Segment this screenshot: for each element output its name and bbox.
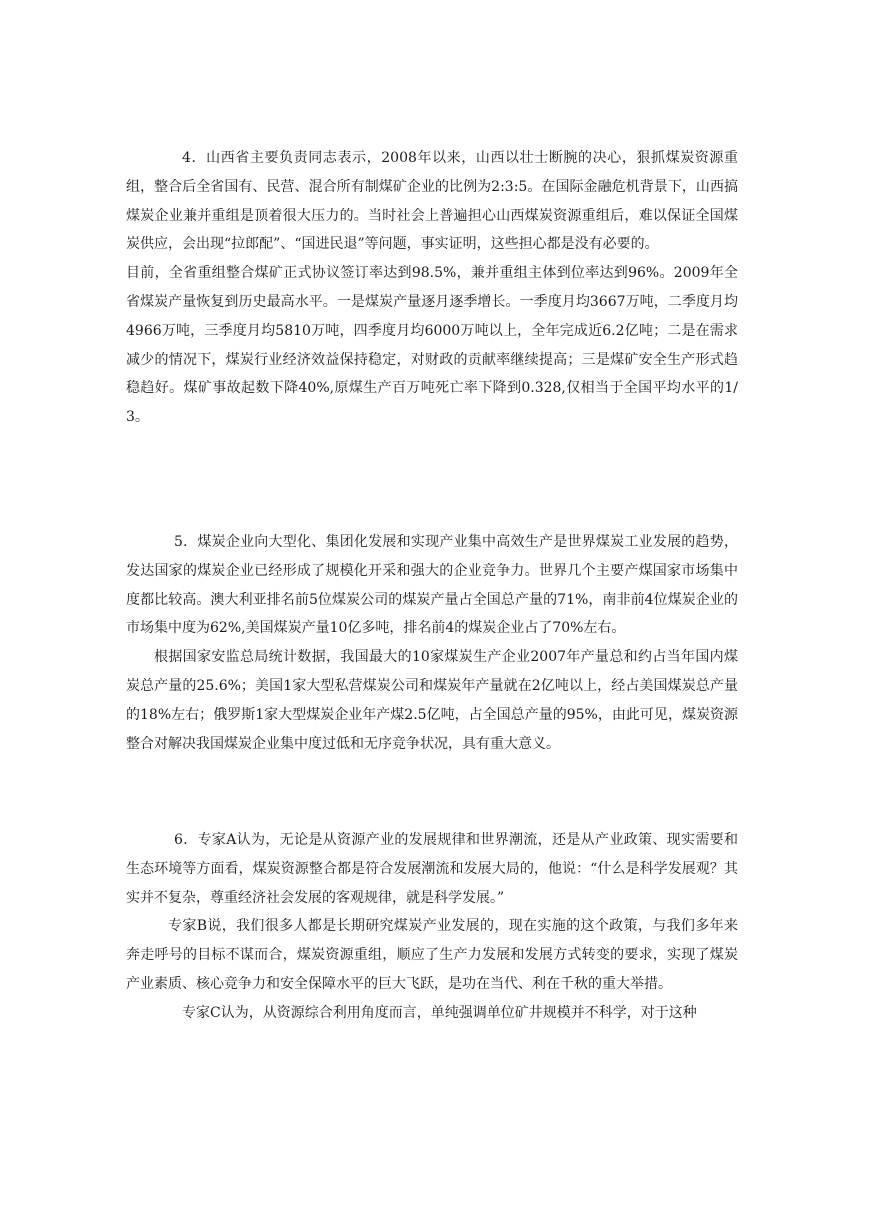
paragraph-5-industry-trend: 5．煤炭企业向大型化、集团化发展和实现产业集中高效生产是世界煤炭工业发展的趋势，发达国家的煤炭企业已经形成了规模化开采和强大的企业竞争力。世界几个主要产煤国家市场集中度都比较高。澳大利亚排名前5位煤炭公司的煤炭产量占全国总产量的71%，南非前4位煤炭企业的市场集中度为62%,美国煤炭产量10亿多吨，排名前4的煤炭企业占了70%左右。: [126, 534, 738, 637]
section-6: [126, 826, 738, 1028]
paragraph-6-expert-a: 6．专家A认为，无论是从资源产业的发展规律和世界潮流，还是从产业政策、现实需要和生态环境等方面看，煤炭资源整合都是符合发展潮流和发展大局的，他说：“什么是科学发展观？其实并不复杂，尊重经济社会发展的客观规律，就是科学发展。”: [126, 832, 738, 906]
paragraph-4-shanxi-statement: 4．山西省主要负责同志表示，2008年以来，山西以壮士断腕的决心，狠抓煤炭资源重组，整合后全省国有、民营、混合所有制煤矿企业的比例为2:3:5。在国际金融危机背景下，山西搞煤炭企业兼并重组是顶着很大压力的。当时社会上普遍担心山西煤炭资源重组后，难以保证全国煤炭供应，会出现“拉郎配”、“国进民退”等问题，事实证明，这些担心都是没有必要的。: [126, 150, 738, 253]
paragraph-4-current-results: 目前，全省重组整合煤矿正式协议签订率达到98.5%，兼并重组主体到位率达到96%。2009年全省煤炭产量恢复到历史最高水平。一是煤炭产量逐月逐季增长。一季度月均3667万吨，二季度月均4966万吨，三季度月均5810万吨，四季度月均6000万吨以上，全年完成近6.2亿吨；二是在需求减少的情况下，煤炭行业经济效益保持稳定，对财政的贡献率继续提高；三是煤矿安全生产形式趋稳趋好。煤矿事故起数下降40%,原煤生产百万吨死亡率下降到0.328,仅相当于全国平均水平的1/3。: [126, 265, 738, 426]
paragraph-6-expert-b: 专家B说，我们很多人都是长期研究煤炭产业发展的，现在实施的这个政策，与我们多年来奔走呼号的目标不谋而合，煤炭资源重组，顺应了生产力发展和发展方式转变的要求，实现了煤炭产业素质、核心竞争力和安全保障水平的巨大飞跃，是功在当代、利在千秋的重大举措。: [126, 918, 738, 992]
section-4: [126, 144, 738, 432]
paragraph-5-statistics: 根据国家安监总局统计数据，我国最大的10家煤炭生产企业2007年产量总和约占当年国内煤炭总产量的25.6%；美国1家大型私营煤炭公司和煤炭年产量就在2亿吨以上，经占美国煤炭总产量的18%左右；俄罗斯1家大型煤炭企业年产煤2.5亿吨，占全国总产量的95%，由此可见，煤炭资源整合对解决我国煤炭企业集中度过低和无序竞争状况，具有重大意义。: [126, 649, 738, 752]
section-5: [126, 528, 738, 758]
paragraph-6-expert-c: 专家C认为，从资源综合利用角度而言，单纯强调单位矿井规模并不科学，对于这种: [182, 1004, 697, 1021]
